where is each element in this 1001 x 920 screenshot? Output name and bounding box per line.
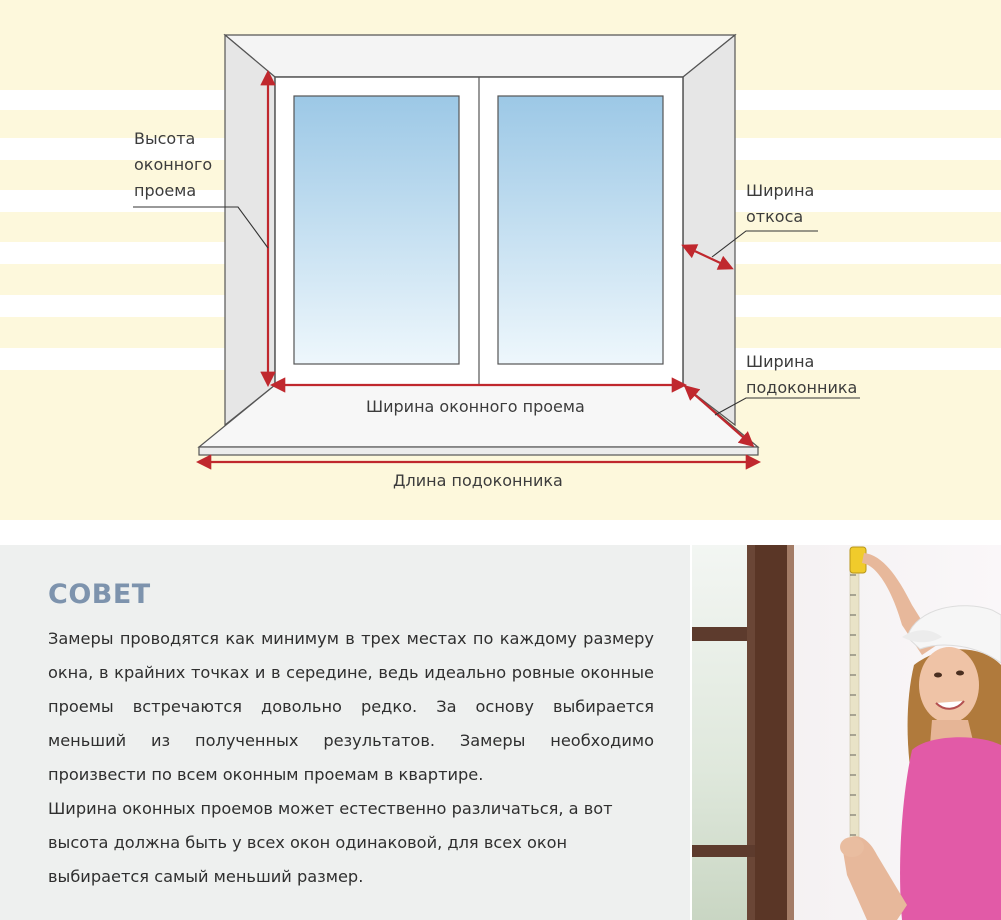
opening-height-label: Высота оконного проема <box>134 129 213 200</box>
tip-panel <box>0 545 690 920</box>
right-glass-pane <box>498 96 663 364</box>
left-glass-pane <box>294 96 459 364</box>
sill-length-label: Длина подоконника <box>393 471 563 490</box>
opening-width-label: Ширина оконного проема <box>366 397 585 416</box>
sill-width-label: Ширина подоконника <box>746 352 858 397</box>
tip-paragraph-2: Ширина оконных проемов может естественно различаться, а вот высота должна быть у всех окон одинаковой, для всех окон выбирается самый меньший размер. <box>48 799 613 886</box>
tip-title: СОВЕТ <box>48 579 151 610</box>
tip-text <box>48 622 654 894</box>
woman-measuring-photo <box>692 545 1001 920</box>
photo-illustration <box>692 545 1001 920</box>
tip-paragraph-1: Замеры проводятся как минимум в трех местах по каждому размеру окна, в крайних точках и в середине, ведь идеально ровные оконные проемы встречаются довольно редко. За основу выбирается меньший из полученных результатов. Замеры необходимо произвести по всем оконным проемам в квартире. <box>48 629 654 784</box>
reveal-width-label: Ширина откоса <box>746 181 815 226</box>
